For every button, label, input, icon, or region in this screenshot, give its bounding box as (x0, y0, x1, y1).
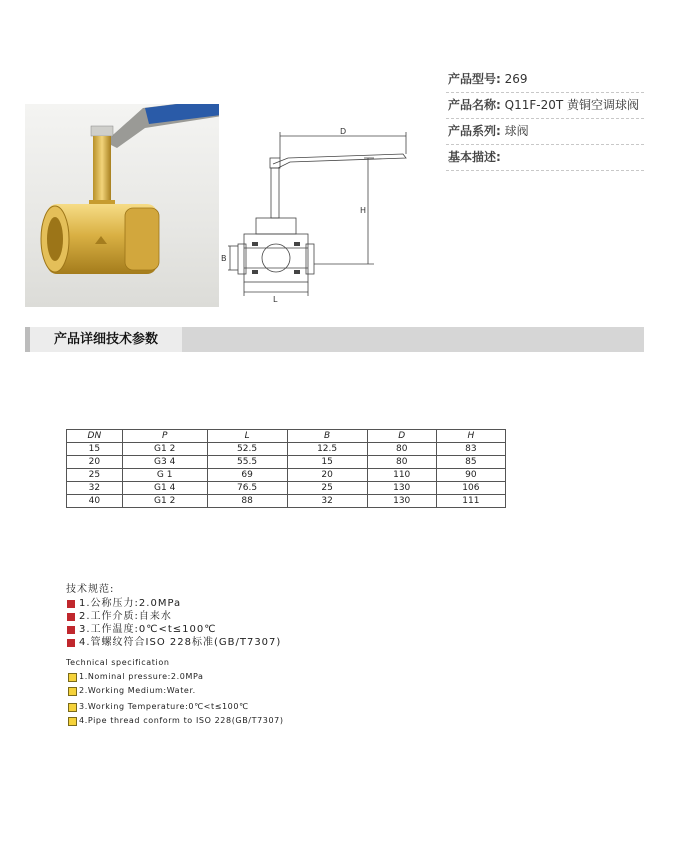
model-label: 产品型号: (448, 72, 501, 86)
cell: 83 (436, 443, 505, 456)
spec-table (66, 429, 506, 508)
list-item-text: 4.Pipe thread conform to ISO 228(GB/T7307) (79, 716, 284, 725)
red-square-icon (67, 613, 75, 621)
red-square-icon (67, 626, 75, 634)
list-item (66, 670, 284, 684)
list-item-text: 4.管螺纹符合ISO 228标准(GB/T7307) (79, 637, 282, 648)
product-info (446, 67, 644, 171)
cell: G1 2 (122, 443, 207, 456)
cell: 15 (67, 443, 123, 456)
cell: 106 (436, 482, 505, 495)
cell: 130 (367, 482, 436, 495)
cell: 12.5 (287, 443, 367, 456)
cell: 85 (436, 456, 505, 469)
cell: 90 (436, 469, 505, 482)
product-model-row (446, 67, 644, 93)
header-b: B (287, 430, 367, 443)
list-item (66, 684, 284, 698)
cell: G 1 (122, 469, 207, 482)
cell: 15 (287, 456, 367, 469)
product-name-row (446, 93, 644, 119)
name-value: Q11F-20T 黄铜空调球阀 (504, 98, 640, 112)
name-label: 产品名称: (448, 98, 501, 112)
cell: 20 (67, 456, 123, 469)
cell: 130 (367, 495, 436, 508)
header-d: D (367, 430, 436, 443)
cell: 76.5 (207, 482, 287, 495)
list-item-text: 2.Working Medium:Water. (79, 686, 196, 695)
model-value: 269 (504, 72, 528, 86)
tech-spec-cn-title: 技术规范: (66, 584, 115, 595)
tech-spec-cn (66, 583, 281, 649)
label-b: B (221, 254, 227, 263)
list-item-text: 3.Working Temperature:0℃<t≤100℃ (79, 702, 249, 711)
series-value: 球阀 (504, 124, 529, 138)
cell: 80 (367, 456, 436, 469)
list-item-text: 2.工作介质:自来水 (79, 611, 172, 622)
cell: 110 (367, 469, 436, 482)
spec-table-header (67, 430, 506, 443)
header-h: H (436, 430, 505, 443)
label-l: L (273, 295, 278, 304)
yellow-square-icon (68, 673, 77, 682)
list-item (66, 714, 284, 728)
cell: G1 2 (122, 495, 207, 508)
section-title: 产品详细技术参数 (30, 327, 182, 352)
table-row (67, 469, 506, 482)
list-item-text: 1.Nominal pressure:2.0MPa (79, 672, 204, 681)
header-p: P (122, 430, 207, 443)
yellow-square-icon (68, 703, 77, 712)
label-h: H (360, 206, 367, 215)
table-row (67, 482, 506, 495)
technical-drawing (218, 118, 418, 308)
cell: G1 4 (122, 482, 207, 495)
cell: 25 (287, 482, 367, 495)
table-row (67, 443, 506, 456)
cell: 32 (67, 482, 123, 495)
label-d: D (340, 127, 347, 136)
cell: 55.5 (207, 456, 287, 469)
list-item (66, 636, 281, 649)
red-square-icon (67, 600, 75, 608)
dimension-drawing (218, 118, 418, 308)
cell: 32 (287, 495, 367, 508)
cell: 20 (287, 469, 367, 482)
tech-spec-en-title: Technical specification (66, 658, 170, 667)
cell: 25 (67, 469, 123, 482)
product-photo (25, 104, 219, 307)
cell: 88 (207, 495, 287, 508)
product-desc-row (446, 145, 644, 171)
desc-label: 基本描述: (448, 150, 501, 164)
cell: 111 (436, 495, 505, 508)
list-item (66, 623, 281, 636)
list-item (66, 597, 281, 610)
cell: 40 (67, 495, 123, 508)
yellow-square-icon (68, 717, 77, 726)
table-row (67, 495, 506, 508)
list-item (66, 700, 284, 714)
list-item (66, 610, 281, 623)
cell: G3 4 (122, 456, 207, 469)
yellow-square-icon (68, 687, 77, 696)
list-item-text: 1.公称压力:2.0MPa (79, 598, 182, 609)
cell: 52.5 (207, 443, 287, 456)
list-item-text: 3.工作温度:0℃<t≤100℃ (79, 624, 217, 635)
red-square-icon (67, 639, 75, 647)
ball-valve-image (25, 104, 219, 307)
cell: 69 (207, 469, 287, 482)
product-series-row (446, 119, 644, 145)
header-l: L (207, 430, 287, 443)
table-row (67, 456, 506, 469)
tech-spec-en (66, 656, 284, 728)
header-dn: DN (67, 430, 123, 443)
series-label: 产品系列: (448, 124, 501, 138)
cell: 80 (367, 443, 436, 456)
